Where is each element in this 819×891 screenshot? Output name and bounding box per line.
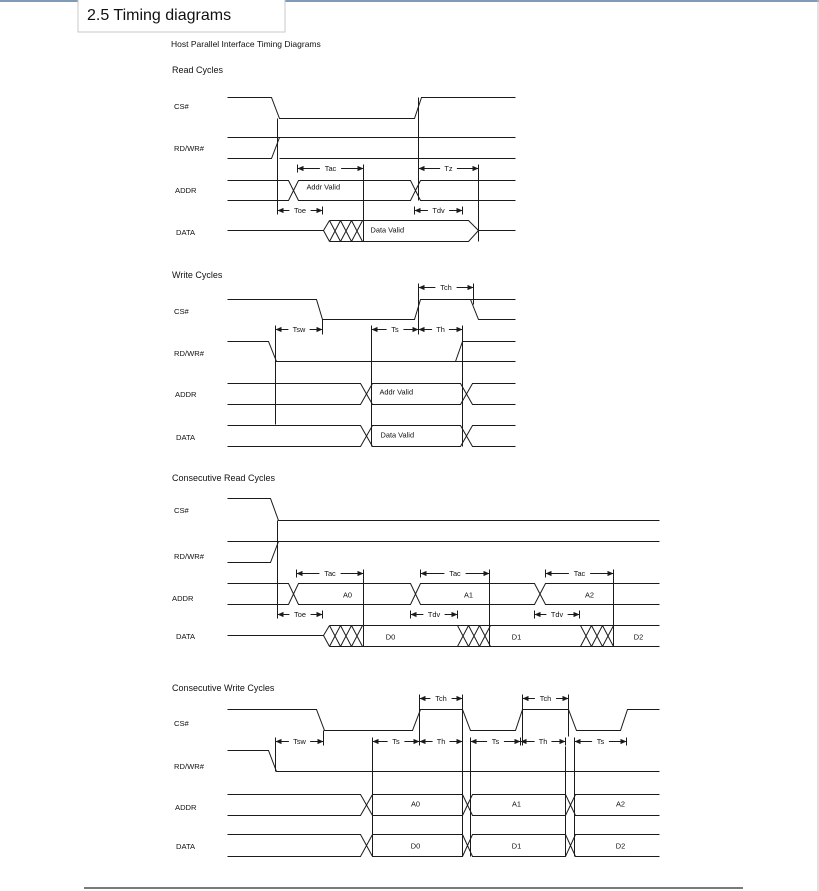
read-addr-bus-upper bbox=[228, 181, 516, 201]
consecutive-write-data-d0: D0 bbox=[410, 841, 421, 851]
write-tsw-arrow-arrowhead-left bbox=[276, 327, 282, 332]
consecutive-write-ts-arrow-1-arrowhead-left bbox=[373, 739, 379, 744]
write-th-arrow-arrowhead-left bbox=[419, 327, 425, 332]
consecutive-write-addr-a1: A1 bbox=[511, 799, 522, 809]
consecutive-read-tdv-arrow-2-arrowhead-left bbox=[535, 612, 541, 617]
consecutive-read-tac-arrow-3-arrowhead-left bbox=[546, 571, 552, 576]
consecutive-read-tac-arrow-2-label: Tac bbox=[449, 569, 461, 579]
read-tdv-arrow-arrowhead-left bbox=[415, 208, 421, 213]
write-cycles-title: Write Cycles bbox=[172, 270, 223, 280]
consecutive-read-tdv-arrow-2-arrowhead-right bbox=[574, 612, 580, 617]
consecutive-read-toe-arrow-arrowhead-right bbox=[317, 612, 323, 617]
read-cs-label: CS# bbox=[174, 102, 189, 111]
consecutive-read-tdv-arrow-2-label: Tdv bbox=[550, 610, 564, 620]
consecutive-write-ts-arrow-3-arrowhead-left bbox=[575, 739, 581, 744]
consecutive-write-ts-arrow-2-arrowhead-left bbox=[471, 739, 477, 744]
read-addr-bus-lower bbox=[228, 181, 516, 201]
read-toe-arrow-label: Toe bbox=[294, 206, 306, 216]
consecutive-read-tac-arrow-2-arrowhead-right bbox=[484, 571, 490, 576]
write-rdwr-label: RD/WR# bbox=[174, 349, 204, 358]
consecutive-write-cs-label: CS# bbox=[174, 719, 189, 728]
read-tdv-arrow-label: Tdv bbox=[432, 206, 445, 216]
consecutive-read-cs-waveform bbox=[228, 499, 660, 521]
read-addr-value: Addr Valid bbox=[306, 182, 341, 192]
read-tdv-arrow-arrowhead-right bbox=[457, 208, 463, 213]
consecutive-write-tch-arrow-1-arrowhead-left bbox=[420, 696, 426, 701]
consecutive-read-data-bus bbox=[228, 626, 660, 647]
write-cs-label: CS# bbox=[174, 307, 189, 316]
consecutive-write-th-arrow-2-label: Th bbox=[538, 737, 548, 747]
consecutive-read-rdwr-label: RD/WR# bbox=[174, 552, 204, 561]
consecutive-read-tac-arrow-1-label: Tac bbox=[324, 569, 336, 579]
write-tsw-arrow-arrowhead-right bbox=[317, 327, 323, 332]
consecutive-write-data-d2: D2 bbox=[615, 841, 626, 851]
consecutive-read-data-hatch-3 bbox=[581, 626, 614, 647]
write-data-label: DATA bbox=[176, 433, 196, 442]
write-addr-label: ADDR bbox=[175, 390, 197, 399]
consecutive-write-data-bus-upper bbox=[228, 835, 660, 857]
consecutive-read-addr-a1: A1 bbox=[463, 590, 474, 600]
consecutive-read-toe-arrow-label: Toe bbox=[294, 610, 306, 620]
consecutive-write-ts-arrow-2-label: Ts bbox=[491, 737, 500, 747]
write-ts-arrow-arrowhead-left bbox=[372, 327, 378, 332]
write-th-arrow-arrowhead-right bbox=[457, 327, 463, 332]
consecutive-write-title: Consecutive Write Cycles bbox=[172, 683, 275, 693]
consecutive-write-tch-arrow-1-label: Tch bbox=[435, 694, 447, 704]
consecutive-write-ts-arrow-3-arrowhead-right bbox=[621, 739, 627, 744]
consecutive-write-addr-label: ADDR bbox=[175, 803, 197, 812]
write-th-arrow-label: Th bbox=[436, 325, 445, 335]
consecutive-write-ts-arrow-1-arrowhead-right bbox=[414, 739, 420, 744]
read-tz-arrow-label: Tz bbox=[444, 164, 453, 174]
consecutive-read-data-hatch-2 bbox=[458, 626, 491, 647]
consecutive-read-tac-arrow-3-arrowhead-right bbox=[608, 571, 614, 576]
read-tac-arrow-arrowhead-right bbox=[358, 166, 364, 171]
consecutive-write-tch-arrow-2-arrowhead-left bbox=[523, 696, 529, 701]
consecutive-write-tch-arrow-1-arrowhead-right bbox=[457, 696, 463, 701]
read-tz-arrow-arrowhead-left bbox=[419, 166, 425, 171]
read-rdwr-waveform bbox=[228, 138, 516, 159]
consecutive-write-th-arrow-1-arrowhead-right bbox=[457, 739, 463, 744]
section-title: 2.5 Timing diagrams bbox=[87, 7, 232, 24]
consecutive-write-th-arrow-1-label: Th bbox=[436, 737, 446, 747]
consecutive-read-tac-arrow-2-arrowhead-left bbox=[421, 571, 427, 576]
write-tch-arrow-arrowhead-left bbox=[419, 285, 425, 290]
waveform-layer bbox=[228, 98, 660, 857]
read-tac-arrow-arrowhead-left bbox=[298, 166, 304, 171]
consecutive-read-title: Consecutive Read Cycles bbox=[172, 473, 276, 483]
consecutive-write-addr-a0: A0 bbox=[410, 799, 421, 809]
consecutive-write-ts-arrow-2-arrowhead-right bbox=[515, 739, 521, 744]
consecutive-write-th-arrow-2-arrowhead-right bbox=[560, 739, 566, 744]
consecutive-write-data-label: DATA bbox=[176, 842, 196, 851]
consecutive-write-data-bus-lower bbox=[228, 835, 660, 857]
write-tch-arrow-label: Tch bbox=[440, 283, 452, 293]
consecutive-read-addr-bus-upper bbox=[228, 584, 660, 605]
read-tac-arrow-label: Tac bbox=[324, 164, 337, 174]
consecutive-write-data-d1: D1 bbox=[511, 841, 522, 851]
read-cycles-title: Read Cycles bbox=[172, 65, 224, 75]
consecutive-write-ts-arrow-1-label: Ts bbox=[392, 737, 400, 747]
diagram-subtitle: Host Parallel Interface Timing Diagrams bbox=[171, 39, 321, 49]
consecutive-read-toe-arrow-arrowhead-left bbox=[278, 612, 284, 617]
consecutive-read-data-label: DATA bbox=[176, 632, 196, 641]
read-toe-arrow-arrowhead-left bbox=[278, 208, 284, 213]
consecutive-read-data-d2: D2 bbox=[633, 632, 644, 642]
consecutive-read-addr-a2: A2 bbox=[584, 590, 595, 600]
read-cs-waveform bbox=[228, 98, 516, 119]
consecutive-read-addr-label: ADDR bbox=[172, 594, 194, 603]
read-data-label: DATA bbox=[176, 228, 196, 237]
write-cs-waveform bbox=[228, 300, 516, 320]
consecutive-read-data-hatch-1 bbox=[330, 626, 363, 647]
consecutive-write-tsw-arrow-arrowhead-left bbox=[276, 739, 282, 744]
consecutive-read-tac-arrow-1-arrowhead-left bbox=[297, 571, 303, 576]
read-toe-arrow-arrowhead-right bbox=[317, 208, 323, 213]
consecutive-read-addr-a0: A0 bbox=[342, 590, 353, 600]
write-ts-arrow-label: Ts bbox=[391, 325, 399, 335]
consecutive-read-tdv-arrow-1-arrowhead-right bbox=[452, 612, 458, 617]
write-tsw-arrow-label: Tsw bbox=[292, 325, 306, 335]
consecutive-write-tch-arrow-2-arrowhead-right bbox=[563, 696, 569, 701]
consecutive-write-tsw-arrow-arrowhead-right bbox=[318, 739, 324, 744]
consecutive-write-addr-bus-lower bbox=[228, 795, 660, 816]
consecutive-write-rdwr-waveform bbox=[228, 751, 660, 772]
consecutive-read-addr-bus-lower bbox=[228, 584, 660, 605]
consecutive-read-rdwr-waveform bbox=[228, 542, 660, 563]
read-data-value: Data Valid bbox=[370, 225, 405, 235]
read-rdwr-label: RD/WR# bbox=[174, 144, 204, 153]
consecutive-write-ts-arrow-3-label: Ts bbox=[596, 737, 605, 747]
consecutive-read-tdv-arrow-1-label: Tdv bbox=[427, 610, 441, 620]
consecutive-write-cs-waveform bbox=[228, 710, 660, 731]
read-tz-arrow-arrowhead-right bbox=[473, 166, 479, 171]
consecutive-read-tac-arrow-1-arrowhead-right bbox=[358, 571, 364, 576]
consecutive-read-cs-label: CS# bbox=[174, 506, 189, 515]
read-addr-label: ADDR bbox=[175, 186, 197, 195]
write-addr-value: Addr Valid bbox=[379, 387, 414, 397]
consecutive-write-tsw-arrow-label: Tsw bbox=[293, 737, 306, 747]
read-data-hatch bbox=[330, 221, 363, 242]
write-ts-arrow-arrowhead-right bbox=[413, 327, 419, 332]
consecutive-read-tdv-arrow-1-arrowhead-left bbox=[411, 612, 417, 617]
write-tch-arrow-arrowhead-right bbox=[468, 285, 474, 290]
consecutive-read-data-d0: D0 bbox=[385, 632, 396, 642]
consecutive-write-addr-a2: A2 bbox=[615, 799, 626, 809]
consecutive-write-rdwr-label: RD/WR# bbox=[174, 762, 204, 771]
consecutive-write-th-arrow-1-arrowhead-left bbox=[420, 739, 426, 744]
consecutive-write-tch-arrow-2-label: Tch bbox=[539, 694, 552, 704]
consecutive-write-addr-bus-upper bbox=[228, 795, 660, 816]
consecutive-write-th-arrow-2-arrowhead-left bbox=[521, 739, 527, 744]
consecutive-read-tac-arrow-3-label: Tac bbox=[573, 569, 586, 579]
write-data-value: Data Valid bbox=[380, 430, 415, 440]
consecutive-read-data-d1: D1 bbox=[511, 632, 522, 642]
